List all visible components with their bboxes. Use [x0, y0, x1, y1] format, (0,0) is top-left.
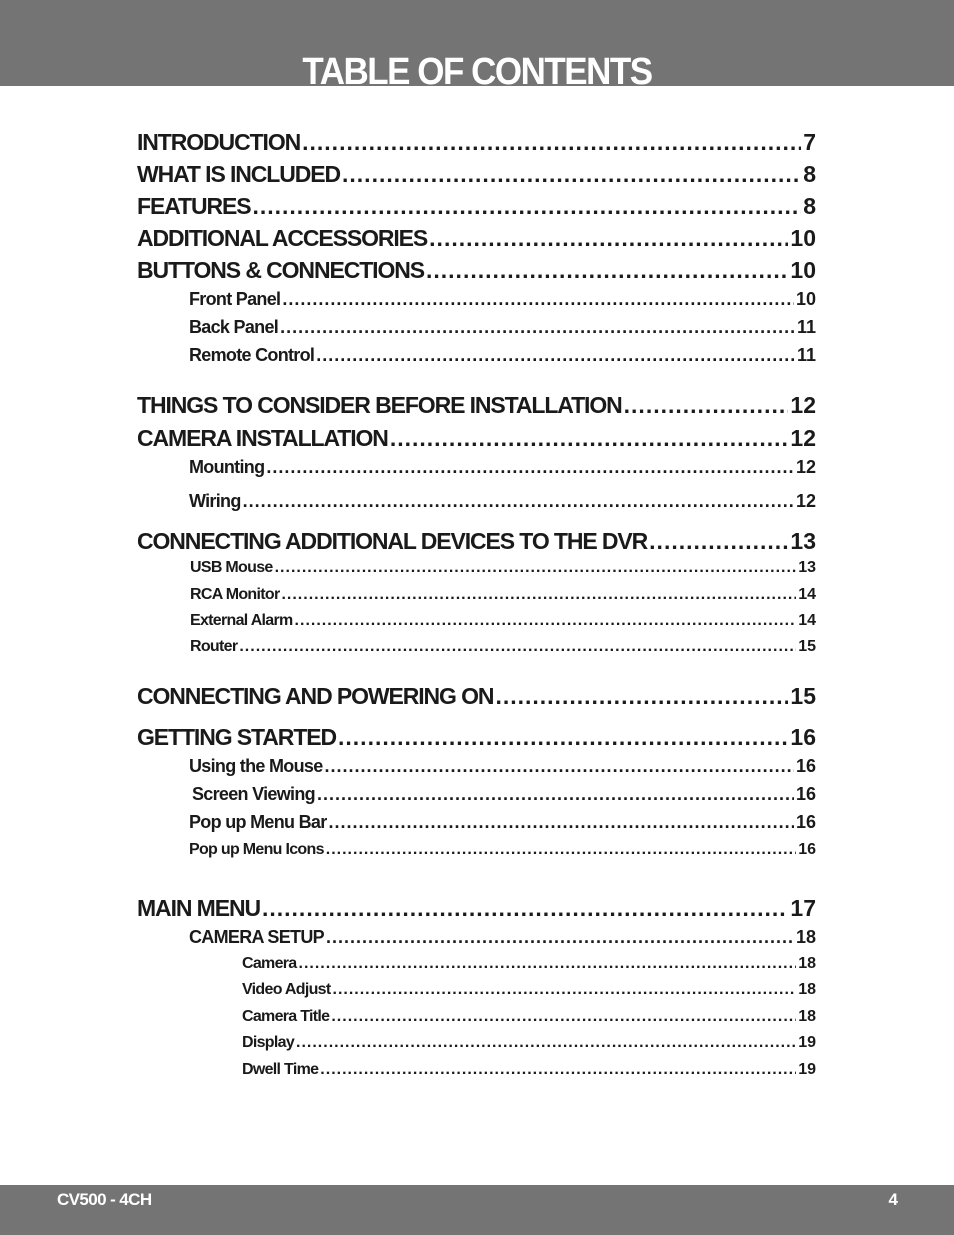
dot-leader	[302, 128, 801, 156]
dot-leader	[326, 840, 796, 860]
dot-leader	[624, 391, 789, 419]
dot-leader	[316, 344, 795, 366]
toc-entry-label: THINGS TO CONSIDER BEFORE INSTALLATION	[137, 392, 622, 418]
toc-entry-page: 13	[790, 528, 816, 554]
toc-entry-label: INTRODUCTION	[137, 129, 301, 155]
toc-entry-label: CAMERA SETUP	[189, 927, 324, 947]
dot-leader	[266, 456, 794, 478]
toc-entry-wiring[interactable]	[189, 490, 816, 512]
toc-entry-connecting-additional-devices[interactable]	[137, 527, 816, 555]
toc-entry-label: Pop up Menu Icons	[189, 841, 324, 858]
toc-entry-page: 12	[790, 392, 816, 418]
toc-entry-page: 18	[795, 927, 816, 947]
toc-entry-label: RCA Monitor	[190, 586, 280, 603]
toc-entry-page: 16	[798, 841, 816, 858]
dot-leader	[338, 723, 788, 751]
toc-entry-page: 10	[790, 225, 816, 251]
toc-entry-back-panel[interactable]	[189, 316, 816, 338]
toc-entry-page: 11	[796, 345, 816, 365]
footer-model-name: CV500 - 4CH	[57, 1190, 152, 1209]
toc-entry-label: Wiring	[189, 491, 241, 511]
toc-entry-label: BUTTONS & CONNECTIONS	[137, 257, 424, 283]
toc-entry-camera-setup[interactable]	[189, 926, 816, 948]
toc-entry-page: 15	[798, 638, 816, 655]
toc-entry-label: Remote Control	[189, 345, 315, 365]
toc-entry-label: Display	[242, 1034, 295, 1051]
toc-entry-mounting[interactable]	[189, 456, 816, 478]
dot-leader	[280, 316, 795, 338]
dot-leader	[252, 192, 801, 220]
dot-leader	[320, 1060, 796, 1080]
toc-entry-label: Pop up Menu Bar	[189, 812, 327, 832]
toc-entry-things-to-consider[interactable]	[137, 391, 816, 419]
toc-entry-label: Screen Viewing	[192, 784, 315, 804]
toc-entry-additional-accessories[interactable]	[137, 224, 816, 252]
toc-entry-label: WHAT IS INCLUDED	[137, 161, 341, 187]
dot-leader	[649, 527, 788, 555]
toc-entry-label: FEATURES	[137, 193, 251, 219]
toc-entry-label: MAIN MENU	[137, 895, 260, 921]
toc-entry-display[interactable]	[242, 1033, 816, 1053]
toc-entry-connecting-powering-on[interactable]	[137, 682, 816, 710]
toc-entry-camera[interactable]	[242, 954, 816, 974]
dot-leader	[239, 637, 796, 657]
dot-leader	[281, 585, 796, 605]
toc-entry-getting-started[interactable]	[137, 723, 816, 751]
toc-entry-label: Camera	[242, 955, 297, 972]
toc-entry-buttons-connections[interactable]	[137, 256, 816, 284]
toc-entry-page: 8	[803, 161, 816, 187]
toc-entry-page: 19	[798, 1061, 816, 1078]
toc-entry-label: Camera Title	[242, 1008, 330, 1025]
toc-entry-page: 18	[798, 1008, 816, 1025]
toc-entry-page: 10	[790, 257, 816, 283]
dot-leader	[329, 811, 794, 833]
toc-entry-features[interactable]	[137, 192, 816, 220]
toc-entry-label: Dwell Time	[242, 1061, 319, 1078]
toc-entry-label: Video Adjust	[242, 981, 331, 998]
toc-entry-label: CONNECTING ADDITIONAL DEVICES TO THE DVR	[137, 528, 648, 554]
toc-entry-external-alarm[interactable]	[190, 611, 816, 631]
toc-entry-label: CAMERA INSTALLATION	[137, 425, 388, 451]
toc-entry-label: Router	[190, 638, 238, 655]
toc-entry-what-is-included[interactable]	[137, 160, 816, 188]
dot-leader	[262, 894, 788, 922]
footer-page-number: 4	[888, 1190, 898, 1209]
toc-entry-page: 12	[795, 457, 816, 477]
dot-leader	[299, 954, 797, 974]
toc-entry-page: 12	[795, 491, 816, 511]
dot-leader	[333, 980, 797, 1000]
toc-entry-camera-title[interactable]	[242, 1007, 816, 1027]
toc-entry-front-panel[interactable]	[189, 288, 816, 310]
toc-entry-label: CONNECTING AND POWERING ON	[137, 683, 494, 709]
toc-entry-dwell-time[interactable]	[242, 1060, 816, 1080]
dot-leader	[317, 783, 794, 805]
toc-entry-introduction[interactable]	[137, 128, 816, 156]
dot-leader	[390, 424, 789, 452]
toc-entry-router[interactable]	[190, 637, 816, 657]
dot-leader	[243, 490, 794, 512]
dot-leader	[429, 224, 788, 252]
toc-entry-camera-installation[interactable]	[137, 424, 816, 452]
dot-leader	[296, 1033, 796, 1053]
toc-entry-page: 11	[796, 317, 816, 337]
toc-entry-page: 18	[798, 981, 816, 998]
toc-entry-rca-monitor[interactable]	[190, 585, 816, 605]
toc-entry-page: 16	[795, 812, 816, 832]
dot-leader	[342, 160, 801, 188]
page-title: TABLE OF CONTENTS	[302, 51, 652, 93]
toc-entry-remote-control[interactable]	[189, 344, 816, 366]
toc-entry-label: Mounting	[189, 457, 265, 477]
toc-entry-using-the-mouse[interactable]	[189, 755, 816, 777]
toc-entry-label: External Alarm	[190, 612, 293, 629]
toc-entry-label: GETTING STARTED	[137, 724, 337, 750]
toc-entry-page: 8	[803, 193, 816, 219]
toc-entry-label: ADDITIONAL ACCESSORIES	[137, 225, 428, 251]
toc-entry-page: 16	[790, 724, 816, 750]
toc-entry-page: 14	[798, 612, 816, 629]
toc-entry-usb-mouse[interactable]	[190, 558, 816, 578]
dot-leader	[331, 1007, 796, 1027]
toc-entry-screen-viewing[interactable]	[192, 783, 816, 805]
toc-entry-page: 15	[790, 683, 816, 709]
toc-entry-label: Using the Mouse	[189, 756, 323, 776]
toc-entry-label: USB Mouse	[190, 559, 273, 576]
dot-leader	[325, 755, 794, 777]
toc-entry-page: 17	[790, 895, 816, 921]
toc-entry-page: 16	[795, 784, 816, 804]
toc-entry-page: 12	[790, 425, 816, 451]
toc-entry-page: 14	[798, 586, 816, 603]
toc-entry-popup-menu-icons[interactable]	[189, 840, 816, 860]
toc-entry-page: 16	[795, 756, 816, 776]
dot-leader	[426, 256, 788, 284]
toc-entry-page: 19	[798, 1034, 816, 1051]
toc-entry-page: 10	[795, 289, 816, 309]
toc-entry-label: Front Panel	[189, 289, 281, 309]
dot-leader	[275, 558, 797, 578]
toc-entry-page: 7	[803, 129, 816, 155]
toc-entry-label: Back Panel	[189, 317, 279, 337]
toc-entry-main-menu[interactable]	[137, 894, 816, 922]
toc-entry-page: 13	[798, 559, 816, 576]
toc-entry-video-adjust[interactable]	[242, 980, 816, 1000]
dot-leader	[295, 611, 797, 631]
toc-entry-popup-menu-bar[interactable]	[189, 811, 816, 833]
dot-leader	[326, 926, 794, 948]
toc-entry-page: 18	[798, 955, 816, 972]
dot-leader	[495, 682, 788, 710]
dot-leader	[282, 288, 794, 310]
